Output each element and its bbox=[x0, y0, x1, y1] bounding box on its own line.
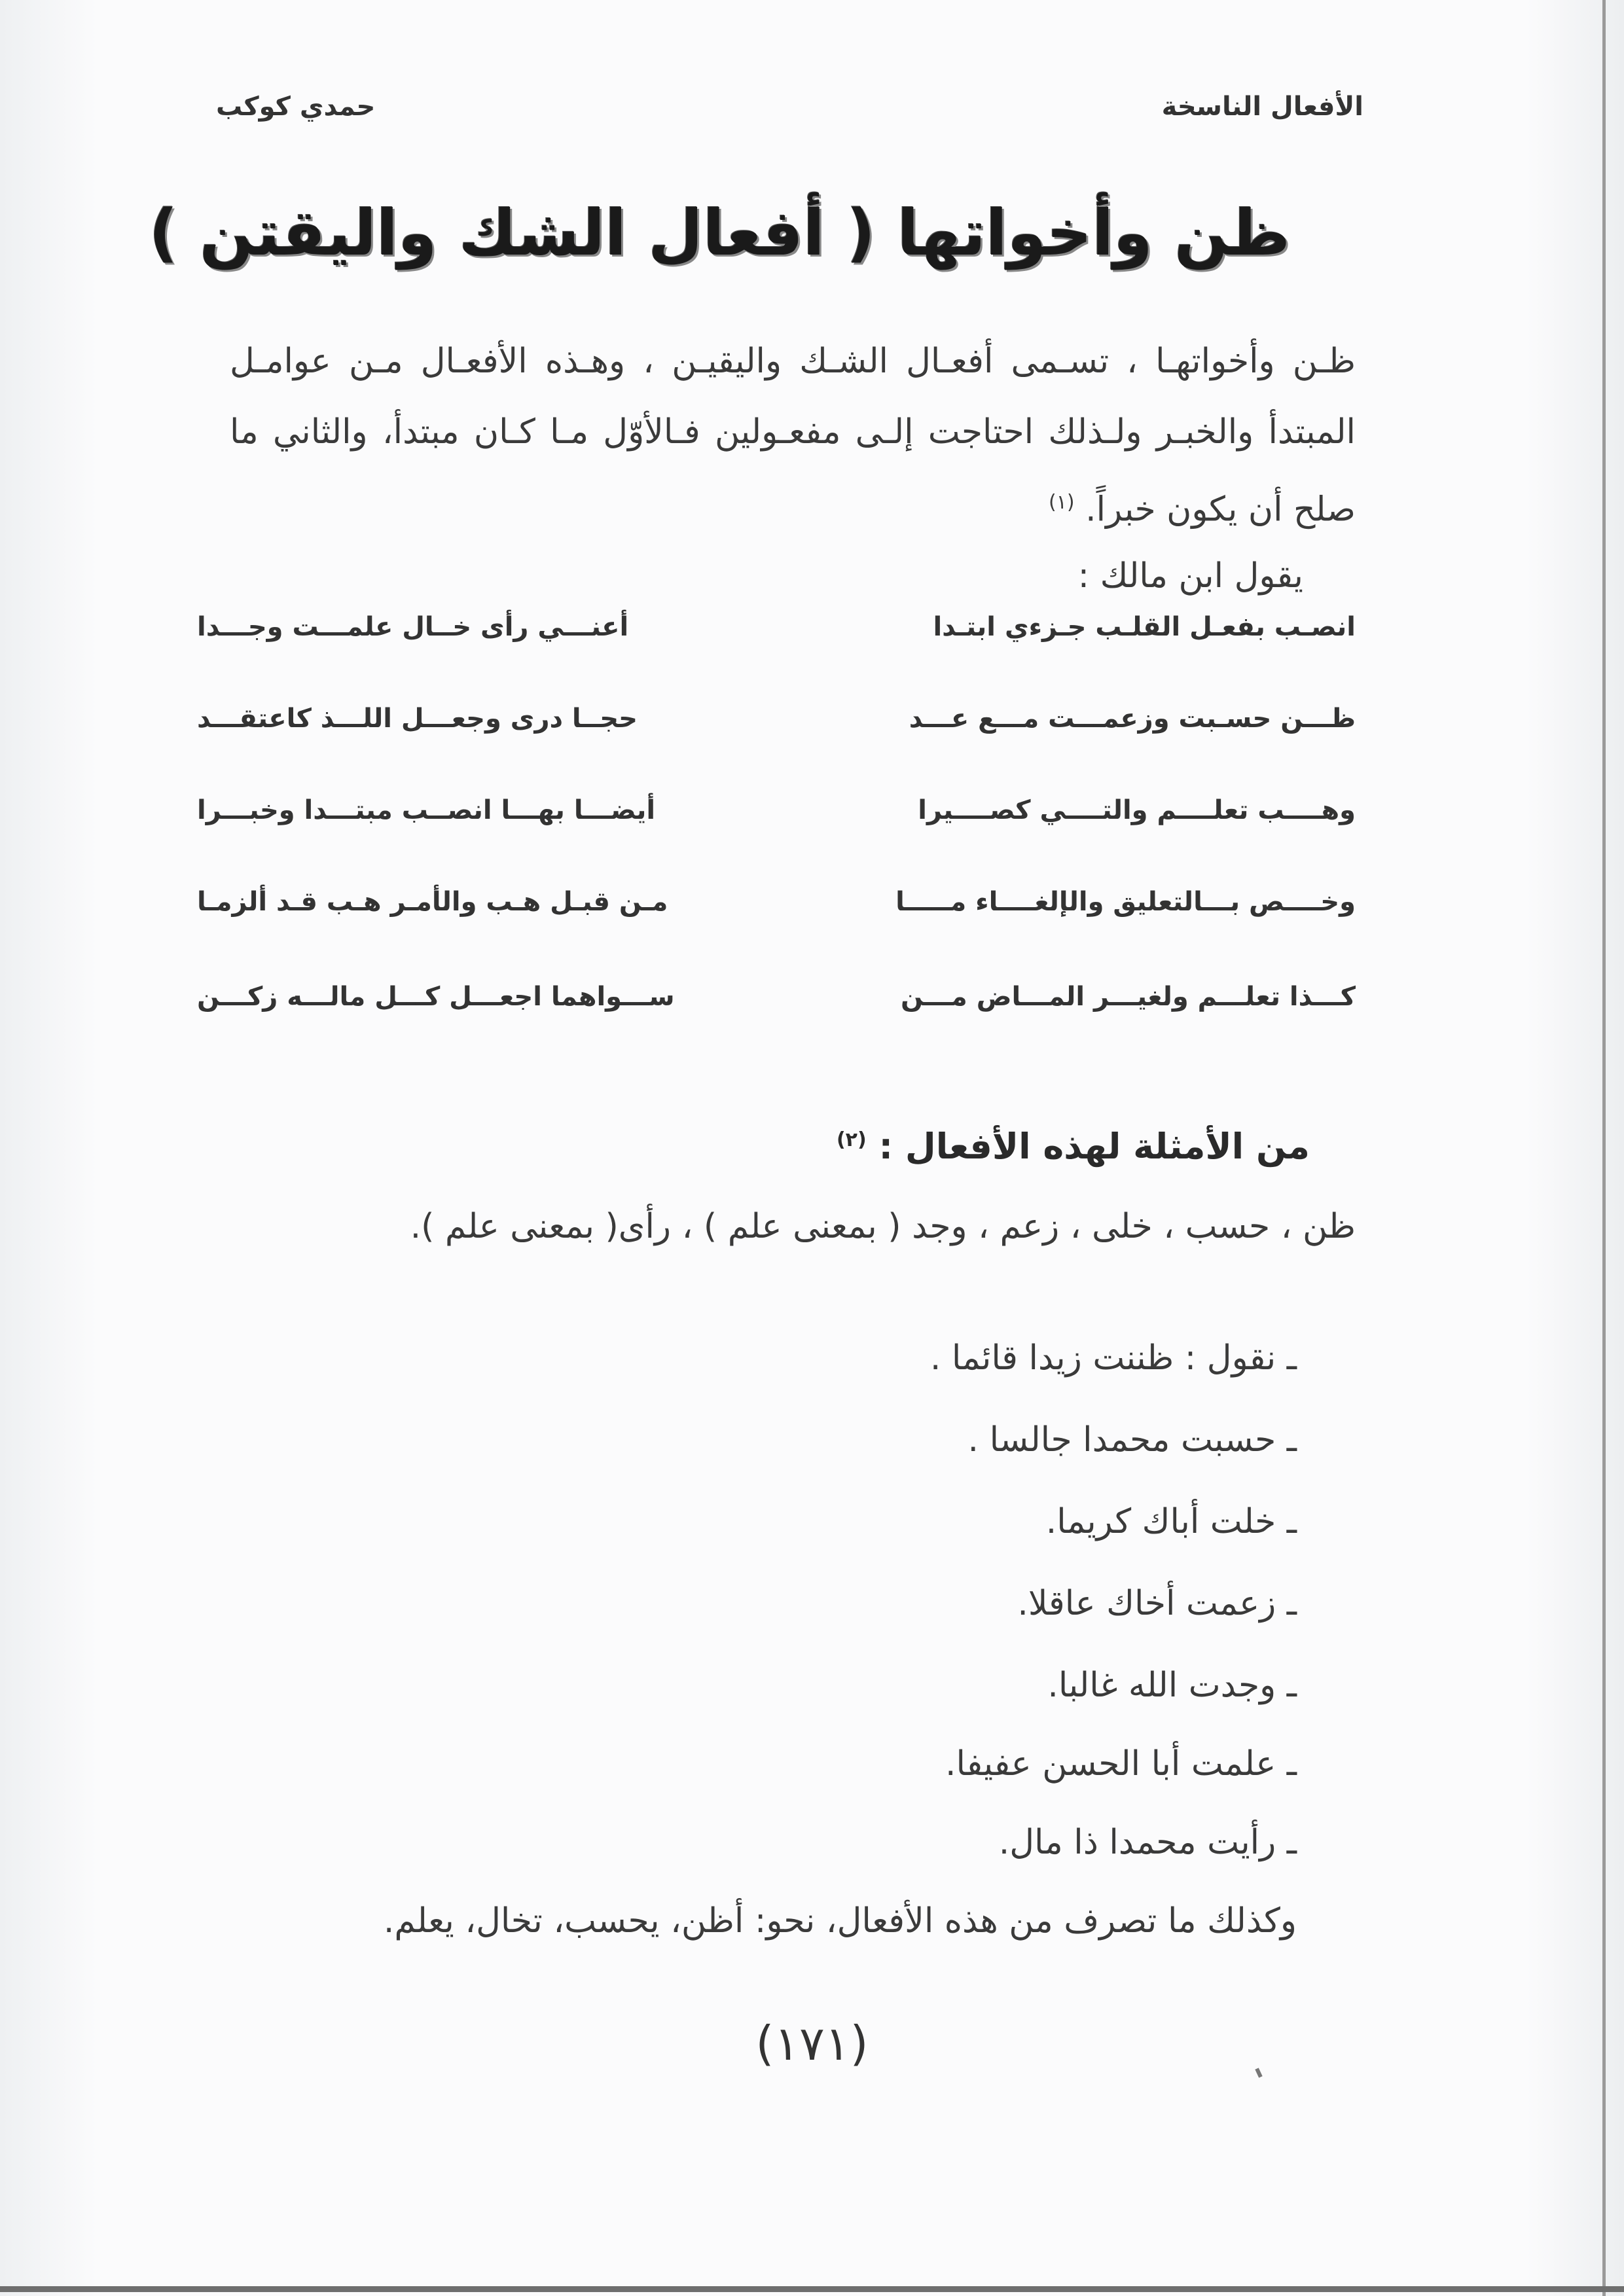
example-item: ـ وجدت الله غالبا. bbox=[1047, 1666, 1297, 1705]
verse-first-hemistich: انصـب بفعـل القلـب جـزءي ابتـدا bbox=[933, 612, 1356, 642]
verse-second-hemistich: أيضـــا بهـــا انصــب مبتـــدا وخبـــرا bbox=[197, 795, 656, 825]
example-item: ـ حسبت محمدا جالسا . bbox=[967, 1420, 1297, 1460]
footnote-ref-2: (٢) bbox=[836, 1128, 867, 1151]
verse-line bbox=[197, 795, 1356, 841]
page-title: ظن وأخواتها ( أفعال الشك واليقتن ) bbox=[149, 196, 1290, 270]
page-number: (١٧١) bbox=[755, 2016, 869, 2071]
verse-first-hemistich: ظـــن حسـبت وزعمـــت مـــع عـــد bbox=[909, 704, 1356, 734]
example-item: ـ خلت أباك كريما. bbox=[1045, 1502, 1297, 1541]
running-header-chapter: الأفعال الناسخة bbox=[1161, 92, 1363, 122]
verse-line bbox=[197, 887, 1356, 933]
verse-first-hemistich: وخــــص بـــالتعليق والإلغــــاء مـــــا bbox=[895, 887, 1356, 917]
example-item: ـ زعمت أخاك عاقلا. bbox=[1017, 1584, 1297, 1623]
example-item: ـ نقول : ظننت زيدا قائما . bbox=[929, 1338, 1297, 1378]
example-item: ـ رأيت محمدا ذا مال. bbox=[998, 1823, 1297, 1862]
closing-sentence: وكذلك ما تصرف من هذه الأفعال، نحو: أظن، يحسب، تخال، يعلم. bbox=[383, 1901, 1297, 1941]
example-item: ـ علمت أبا الحسن عفيفا. bbox=[945, 1744, 1297, 1784]
verse-first-hemistich: كـــذا تعلـــم ولغيـــر المـــاض مـــن bbox=[901, 982, 1356, 1012]
examples-intro: ظن ، حسب ، خلى ، زعم ، وجد ( بمعنى علم ) ، رأى( بمعنى علم ). bbox=[410, 1207, 1356, 1246]
verse-intro: يقول ابن مالك : bbox=[1077, 556, 1303, 596]
examples-heading-text: من الأمثلة لهذه الأفعال : bbox=[878, 1126, 1310, 1167]
verse-line bbox=[197, 612, 1356, 658]
scan-edge-bottom bbox=[0, 2286, 1624, 2292]
footnote-ref-1: (١) bbox=[1049, 491, 1075, 514]
verse-second-hemistich: حجــا درى وجعـــل اللـــذ كاعتقـــد bbox=[197, 704, 638, 734]
examples-heading bbox=[837, 1126, 1310, 1167]
intro-paragraph bbox=[230, 326, 1356, 545]
verse-first-hemistich: وهــــب تعلــــم والتــــي كصــــيرا bbox=[918, 795, 1356, 825]
intro-text: ظـن وأخواتهـا ، تسـمى أفعـال الشـك واليقيـن ، وهـذه الأفعـال مـن عوامـل المبتدأ والخبـر ولـذلك احتاجت إلـى مفعـولين فـالأوّل مـا كـان مبتدأ، والثاني ما صلح أن يكون خبراً. bbox=[230, 342, 1356, 529]
verse-second-hemistich: مـن قبـل هـب والأمـر هـب قـد ألزمـا bbox=[197, 887, 668, 917]
verse-line bbox=[197, 704, 1356, 749]
running-header-author: حمدي كوكب bbox=[216, 92, 376, 122]
scan-edge-right bbox=[1602, 0, 1606, 2296]
verse-second-hemistich: أعنـــي رأى خــال علمـــت وجـــدا bbox=[197, 612, 629, 642]
verse-second-hemistich: ســـواهما اجعـــل كـــل مالـــه زكـــن bbox=[197, 982, 675, 1012]
verse-line bbox=[197, 982, 1356, 1028]
